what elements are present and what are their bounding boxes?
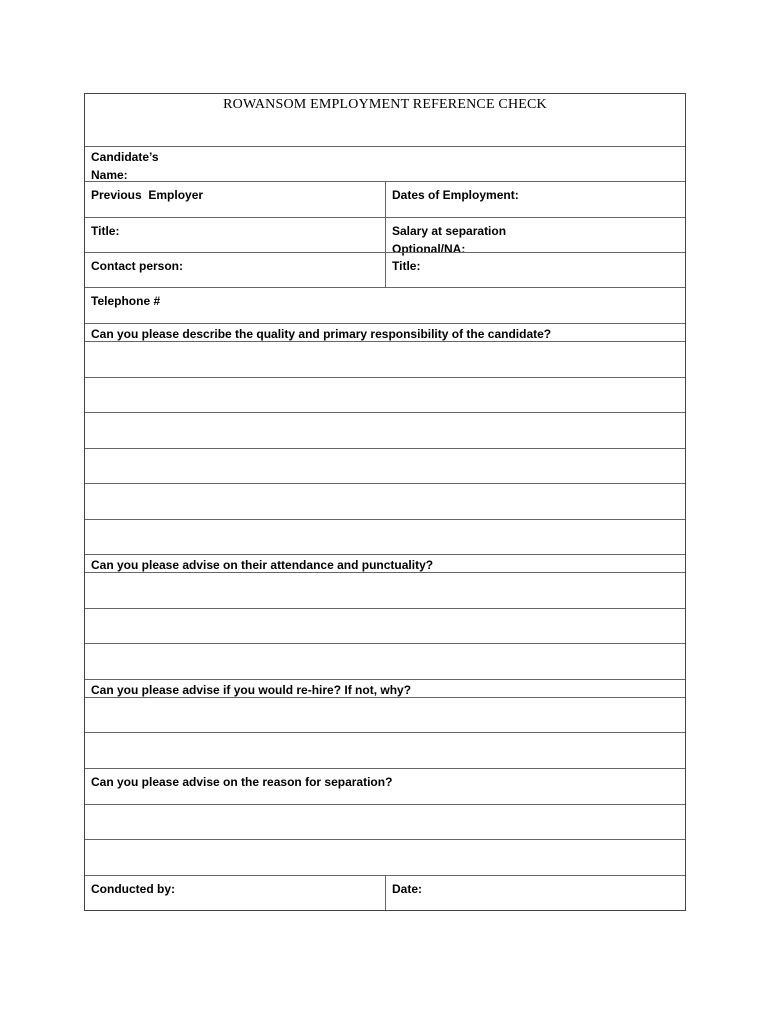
- date-field[interactable]: [386, 876, 685, 910]
- answer-line[interactable]: [85, 483, 685, 519]
- answer-line[interactable]: [85, 643, 685, 679]
- candidate-name-row[interactable]: [85, 146, 685, 181]
- question-reason-separation: Can you please advise on the reason for separation?: [91, 774, 393, 789]
- question-quality-responsibility: Can you please describe the quality and primary responsibility of the candidate?: [91, 327, 552, 341]
- form-title: ROWANSOM EMPLOYMENT REFERENCE CHECK: [223, 97, 547, 112]
- answer-line[interactable]: [85, 804, 685, 840]
- answer-line[interactable]: [85, 608, 685, 644]
- previous-employer-field[interactable]: [85, 182, 386, 217]
- question-row-4: [85, 768, 685, 804]
- signature-row: [85, 875, 685, 910]
- title-label: Title:: [91, 224, 120, 238]
- question-rehire: Can you please advise if you would re-hire? If not, why?: [91, 682, 412, 697]
- salary-field[interactable]: [386, 218, 685, 256]
- answer-line[interactable]: [85, 448, 685, 484]
- answer-line[interactable]: [85, 519, 685, 555]
- telephone-row[interactable]: [85, 287, 685, 323]
- contact-person-label: Contact person:: [91, 259, 184, 273]
- question-row-1: [85, 323, 685, 341]
- answer-line[interactable]: [85, 839, 685, 875]
- title-field[interactable]: [85, 218, 386, 252]
- telephone-label: Telephone #: [91, 294, 161, 308]
- answer-line[interactable]: [85, 697, 685, 733]
- employer-row: [85, 181, 685, 217]
- question-row-3: [85, 679, 685, 697]
- question-row-2: [85, 554, 685, 572]
- conducted-by-field[interactable]: [85, 876, 386, 910]
- previous-employer-label: Previous Employer: [91, 188, 204, 202]
- contact-title-field[interactable]: [386, 253, 685, 287]
- salary-label: Salary at separation Optional/NA:: [392, 224, 507, 256]
- candidate-name-label: Candidate’s Name:: [91, 150, 159, 182]
- contact-title-label: Title:: [392, 259, 421, 273]
- title-salary-row: [85, 217, 685, 256]
- question-attendance-punctuality: Can you please advise on their attendance and punctuality?: [91, 558, 434, 572]
- answer-line[interactable]: [85, 572, 685, 608]
- date-label: Date:: [392, 881, 423, 896]
- form-title-row: [85, 94, 685, 146]
- contact-row: [85, 252, 685, 287]
- dates-of-employment-label: Dates of Employment:: [392, 188, 519, 202]
- dates-of-employment-field[interactable]: [386, 182, 685, 217]
- answer-line[interactable]: [85, 377, 685, 413]
- answer-line[interactable]: [85, 412, 685, 448]
- reference-check-form: [84, 93, 686, 911]
- answer-line[interactable]: [85, 341, 685, 377]
- contact-person-field[interactable]: [85, 253, 386, 287]
- conducted-by-label: Conducted by:: [91, 881, 175, 896]
- answer-line[interactable]: [85, 732, 685, 768]
